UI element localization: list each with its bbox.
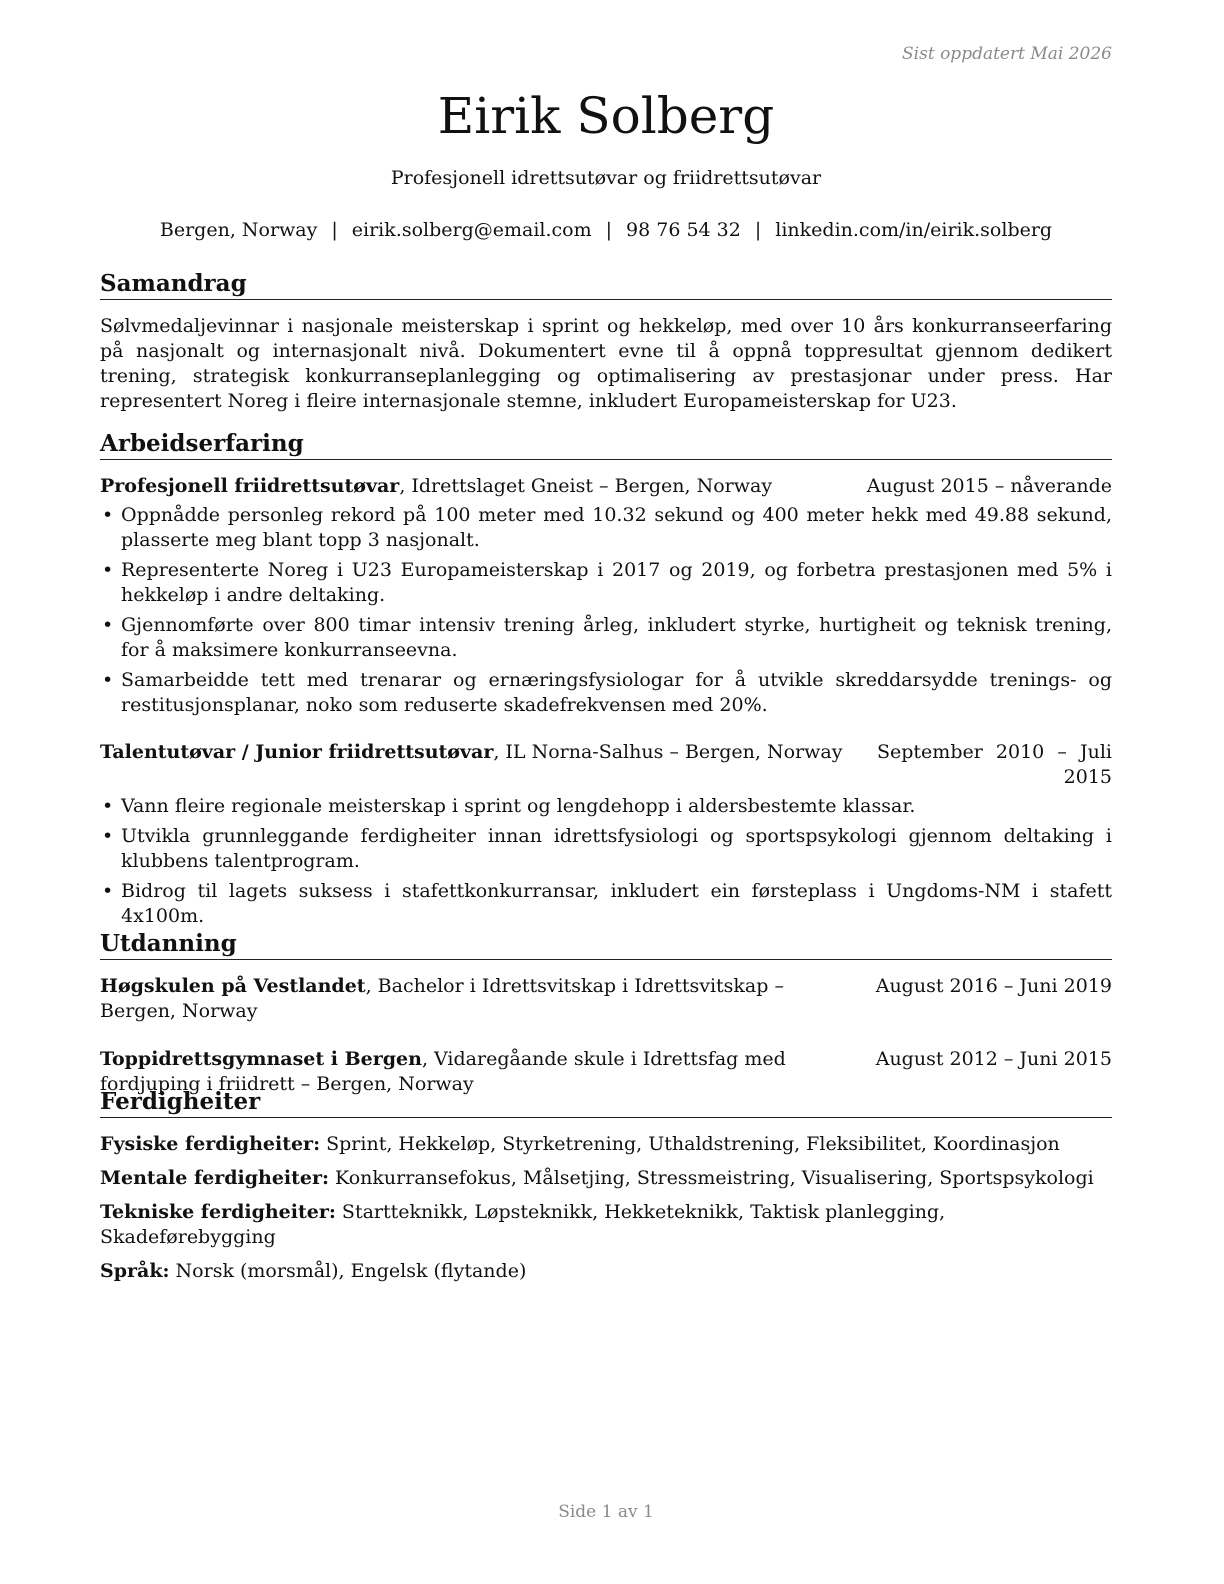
list-item bbox=[100, 668, 1112, 718]
job-org: , IL Norna-Salhus – Bergen, Norway bbox=[493, 741, 843, 763]
bullet-text: Utvikla grunnleggande ferdigheiter innan idrettsfysiologi og sportspsykologi gjennom deltaking i klubbens talentprogram. bbox=[121, 825, 1112, 872]
job-bullets bbox=[100, 794, 1112, 929]
bullet-text: Representerte Noreg i U23 Europameisterskap i 2017 og 2019, og forbetra prestasjonen med 5% i hekkeløp i andre deltaking. bbox=[121, 559, 1112, 606]
job-header bbox=[100, 474, 1112, 499]
bullet-icon: • bbox=[102, 825, 114, 847]
skill-row bbox=[100, 1200, 1112, 1250]
education-dates: August 2012 – Juni 2015 bbox=[875, 1048, 1112, 1070]
resume-page bbox=[100, 0, 1112, 1584]
skill-label: Fysiske ferdigheiter: bbox=[100, 1133, 321, 1155]
list-item bbox=[100, 503, 1112, 553]
skill-label: Språk: bbox=[100, 1260, 170, 1282]
education-heading: Utdanning bbox=[100, 930, 1112, 960]
skill-value: Konkurransefokus, Målsetjing, Stressmeistring, Visualisering, Sportspsykologi bbox=[329, 1167, 1094, 1189]
education-section bbox=[100, 930, 1112, 1097]
job-entry bbox=[100, 740, 1112, 929]
experience-section bbox=[100, 430, 1112, 934]
contact-location: Bergen, Norway bbox=[159, 219, 318, 241]
school-detail: , Bachelor i Idrettsvitskap i Idrettsvitskap – Bergen, Norway bbox=[100, 975, 784, 1022]
person-name: Eirik Solberg bbox=[437, 87, 775, 145]
list-item bbox=[100, 558, 1112, 608]
summary-section bbox=[100, 270, 1112, 414]
skill-row bbox=[100, 1132, 1112, 1157]
contact-separator: | bbox=[331, 219, 338, 241]
skill-value: Norsk (morsmål), Engelsk (flytande) bbox=[169, 1260, 527, 1282]
bullet-icon: • bbox=[102, 614, 114, 636]
skill-label: Tekniske ferdigheiter: bbox=[100, 1201, 336, 1223]
list-item bbox=[100, 794, 1112, 819]
list-item bbox=[100, 613, 1112, 663]
job-role: Profesjonell friidrettsutøvar bbox=[100, 475, 400, 497]
skill-row bbox=[100, 1259, 1112, 1284]
contact-email[interactable]: eirik.solberg@email.com bbox=[351, 219, 592, 241]
bullet-text: Gjennomførte over 800 timar intensiv trening årleg, inkludert styrke, hurtigheit og teknisk trening, for å maksimere konkurranseevna. bbox=[121, 614, 1112, 661]
contact-separator: | bbox=[754, 219, 762, 241]
education-entry bbox=[100, 974, 1112, 1024]
job-entry bbox=[100, 474, 1112, 718]
bullet-icon: • bbox=[102, 880, 114, 902]
bullet-icon: • bbox=[102, 559, 114, 581]
job-dates: August 2015 – nåverande bbox=[866, 475, 1112, 497]
bullet-text: Samarbeidde tett med trenarar og ernæringsfysiologar for å utvikle skreddarsydde trenings- og restitusjonsplanar, noko som reduserte skadefrekvensen med 20%. bbox=[121, 669, 1112, 716]
contact-linkedin[interactable]: linkedin.com/in/eirik.solberg bbox=[775, 219, 1053, 241]
school-name: Toppidrettsgymnaset i Bergen bbox=[100, 1048, 422, 1070]
job-dates: September 2010 – Juli 2015 bbox=[877, 741, 1112, 788]
bullet-text: Vann fleire regionale meisterskap i sprint og lengdehopp i aldersbestemte klassar. bbox=[121, 795, 916, 817]
school-name: Høgskulen på Vestlandet bbox=[100, 975, 366, 997]
summary-heading: Samandrag bbox=[100, 270, 1112, 300]
headline: Profesjonell idrettsutøvar og friidrettsutøvar bbox=[390, 167, 822, 189]
experience-heading: Arbeidserfaring bbox=[100, 430, 1112, 460]
skills-section bbox=[100, 1088, 1112, 1293]
skill-row bbox=[100, 1166, 1112, 1191]
contact-phone: 98 76 54 32 bbox=[626, 219, 741, 241]
skill-value: Sprint, Hekkeløp, Styrketrening, Uthaldstrening, Fleksibilitet, Koordinasjon bbox=[320, 1133, 1060, 1155]
bullet-icon: • bbox=[102, 669, 114, 691]
summary-text: Sølvmedaljevinnar i nasjonale meisterskap i sprint og hekkeløp, med over 10 års konkurranseerfaring på nasjonalt og internasjonalt nivå. Dokumentert evne til å oppnå toppresultat gjennom dedikert trening, strategisk konkurranseplanlegging og optimalisering av prestasjonar under press. Har representert Noreg i fleire internasjonale stemne, inkludert Europameisterskap for U23. bbox=[100, 315, 1112, 412]
job-role: Talentutøvar / Junior friidrettsutøvar bbox=[100, 741, 494, 763]
bullet-icon: • bbox=[102, 504, 114, 526]
job-bullets bbox=[100, 503, 1112, 718]
list-item bbox=[100, 824, 1112, 874]
skill-value: Startteknikk, Løpsteknikk, Hekketeknikk, Taktisk planlegging, Skadeførebygging bbox=[100, 1201, 946, 1248]
bullet-text: Bidrog til lagets suksess i stafettkonkurransar, inkludert ein førsteplass i Ungdoms-NM i stafett 4x100m. bbox=[121, 880, 1112, 927]
education-dates: August 2016 – Juni 2019 bbox=[875, 975, 1112, 997]
last-updated: Sist oppdatert Mai 2026 bbox=[902, 44, 1112, 64]
bullet-icon: • bbox=[102, 795, 114, 817]
list-item bbox=[100, 879, 1112, 929]
contact-line bbox=[100, 219, 1112, 241]
job-header bbox=[100, 740, 1112, 790]
contact-separator: | bbox=[605, 219, 613, 241]
skills-heading: Ferdigheiter bbox=[100, 1088, 1112, 1118]
page-number: Side 1 av 1 bbox=[558, 1502, 654, 1522]
job-org: , Idrettslaget Gneist – Bergen, Norway bbox=[399, 475, 773, 497]
bullet-text: Oppnådde personleg rekord på 100 meter med 10.32 sekund og 400 meter hekk med 49.88 sekund, plasserte meg blant topp 3 nasjonalt. bbox=[121, 504, 1112, 551]
school-detail: , Vidaregåande skule i Idrettsfag med fordjuping i friidrett – Bergen, Norway bbox=[100, 1048, 786, 1095]
skill-label: Mentale ferdigheiter: bbox=[100, 1167, 330, 1189]
